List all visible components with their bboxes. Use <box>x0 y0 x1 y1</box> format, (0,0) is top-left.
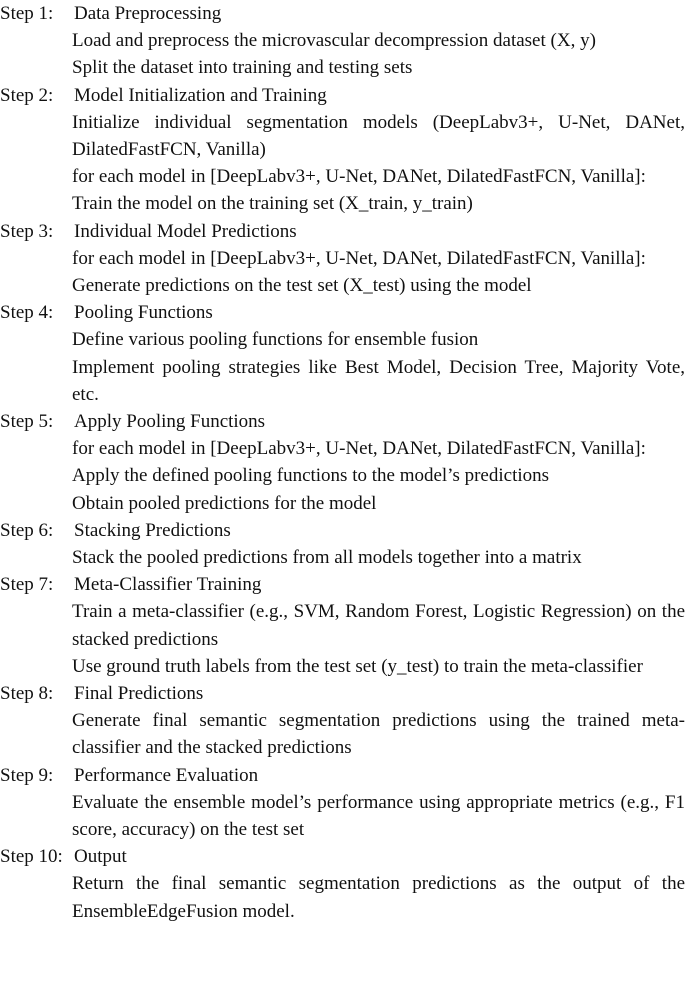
step-title: Final Predictions <box>74 682 204 704</box>
step-7 <box>0 571 685 680</box>
step-5 <box>0 408 685 517</box>
step-title: Data Preprocessing <box>74 3 222 24</box>
step-line: Return the final semantic segmentation predictions as the output of the EnsembleEdgeFusion model. <box>72 873 685 922</box>
step-label: Step 9: <box>0 764 54 786</box>
step-title: Meta-Classifier Training <box>74 574 262 596</box>
step-label: Step 8: <box>0 682 54 704</box>
step-title: Apply Pooling Functions <box>74 410 266 432</box>
step-line: for each model in [DeepLabv3+, U-Net, DANet, DilatedFastFCN, Vanilla]: <box>72 438 646 460</box>
step-line: Use ground truth labels from the test set (y_test) to train the meta-classifier <box>72 655 643 677</box>
step-header <box>0 517 685 544</box>
step-9 <box>0 762 685 844</box>
step-2 <box>0 82 685 218</box>
step-3 <box>0 218 685 300</box>
step-label: Step 4: <box>0 302 54 324</box>
step-line: Stack the pooled predictions from all models together into a matrix <box>72 546 582 568</box>
step-line: Implement pooling strategies like Best Model, Decision Tree, Majority Vote, etc. <box>72 356 685 405</box>
step-title: Stacking Predictions <box>74 519 231 541</box>
step-title: Model Initialization and Training <box>74 84 327 106</box>
step-line: for each model in [DeepLabv3+, U-Net, DANet, DilatedFastFCN, Vanilla]: <box>72 247 646 269</box>
step-8 <box>0 680 685 762</box>
step-line: Define various pooling functions for ensemble fusion <box>72 329 479 351</box>
step-header <box>0 82 685 109</box>
step-header <box>0 843 685 870</box>
step-line: Obtain pooled predictions for the model <box>72 492 377 514</box>
step-header <box>0 0 685 27</box>
step-10 <box>0 843 685 925</box>
step-1 <box>0 0 685 82</box>
step-label: Step 7: <box>0 574 54 596</box>
step-line: Train the model on the training set (X_train, y_train) <box>72 193 473 215</box>
step-header <box>0 680 685 707</box>
step-label: Step 10: <box>0 846 63 868</box>
step-6 <box>0 517 685 571</box>
step-line: Apply the defined pooling functions to the model’s predictions <box>72 465 550 487</box>
step-title: Output <box>74 846 127 868</box>
step-line: Generate final semantic segmentation predictions using the trained meta-classifier and the stacked predictions <box>72 710 685 759</box>
step-label: Step 2: <box>0 84 54 106</box>
step-label: Step 5: <box>0 410 54 432</box>
step-title: Individual Model Predictions <box>74 220 297 242</box>
step-line: for each model in [DeepLabv3+, U-Net, DANet, DilatedFastFCN, Vanilla]: <box>72 166 646 188</box>
step-label: Step 3: <box>0 220 54 242</box>
step-title: Performance Evaluation <box>74 764 259 786</box>
step-4 <box>0 299 685 408</box>
step-header <box>0 571 685 598</box>
step-line: Initialize individual segmentation models (DeepLabv3+, U-Net, DANet, DilatedFastFCN, Vanilla) <box>72 111 685 160</box>
step-label: Step 6: <box>0 519 54 541</box>
step-line: Evaluate the ensemble model’s performance using appropriate metrics (e.g., F1 score, accuracy) on the test set <box>72 791 685 840</box>
step-label: Step 1: <box>0 3 54 24</box>
step-line: Train a meta-classifier (e.g., SVM, Random Forest, Logistic Regression) on the stacked predictions <box>72 601 685 650</box>
step-header <box>0 299 685 326</box>
step-title: Pooling Functions <box>74 302 213 324</box>
step-line: Load and preprocess the microvascular decompression dataset (X, y) <box>72 30 596 52</box>
step-header <box>0 218 685 245</box>
step-line: Generate predictions on the test set (X_test) using the model <box>72 274 532 296</box>
step-header <box>0 762 685 789</box>
step-line: Split the dataset into training and testing sets <box>72 57 413 79</box>
step-header <box>0 408 685 435</box>
